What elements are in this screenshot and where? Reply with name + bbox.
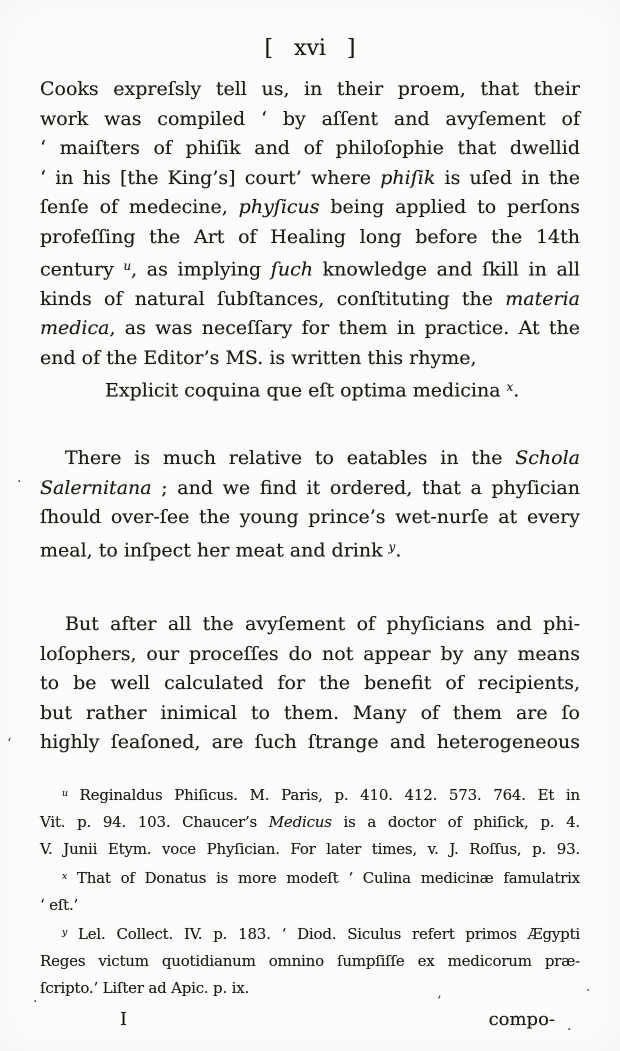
catchword: compo-: [488, 1009, 555, 1031]
text-run: V. Junii Etym. voce Phyſician. For later times, v. J. Roſſus, p. 93.: [40, 840, 580, 859]
scan-speck: .: [567, 1018, 572, 1034]
text-line: [40, 669, 580, 699]
footnote-marker: y: [62, 927, 68, 939]
text-run: Reges victum quotidianum omnino ſumpſiſſe ex medicorum præ-: [40, 952, 580, 971]
paragraph: [40, 444, 580, 565]
text-run: .: [513, 379, 520, 402]
text-line: [40, 836, 580, 863]
scan-speck: .: [33, 990, 38, 1006]
text-line: [40, 164, 580, 194]
text-run: ſenſe of medecine,: [40, 196, 239, 218]
text-line: [40, 699, 580, 729]
paragraph: [40, 610, 580, 758]
text-line: [40, 193, 580, 223]
text-run: medica: [40, 317, 110, 340]
footnote-marker: y: [388, 539, 396, 554]
text-line: [40, 948, 580, 975]
text-run: profeſſing the Art of Healing long before the 14th: [40, 225, 580, 248]
text-run: ſhould over-ſee the young prince’s wet-nurſe at every: [40, 506, 580, 529]
text-run: Explicit coquina que eſt optima medicina: [105, 379, 507, 402]
footnote-marker: u: [62, 787, 68, 799]
text-run: knowledge and ſkill in all: [312, 258, 581, 281]
text-line: [40, 809, 580, 836]
text-run: That of Donatus is more modeſt ‘ Culina medicinæ famulatrix: [67, 869, 580, 888]
text-run: Vit. p. 94. 103. Chaucer’s: [40, 813, 269, 832]
footnote-marker: u: [123, 259, 132, 273]
text-run: being applied to perſons: [319, 196, 580, 218]
text-line: [40, 919, 580, 948]
text-run: There is much relative to eatables in the: [65, 447, 516, 470]
text-line: [40, 863, 580, 892]
text-line: [40, 252, 580, 285]
text-run: highly ſeaſoned, are ſuch ſtrange and heterogeneous: [40, 731, 580, 754]
text-line: [40, 344, 580, 374]
text-line: [40, 223, 580, 253]
text-run: ſuch: [270, 258, 313, 281]
text-run: work was compiled ‘ by aſſent and avyſement of: [40, 107, 580, 130]
text-run: end of the Editor’s MS. is written this rhyme,: [40, 346, 477, 369]
text-line: [40, 314, 580, 344]
text-run: .: [395, 538, 402, 561]
text-block: [40, 30, 580, 1030]
text-run: Schola: [515, 447, 580, 470]
paragraph: [40, 75, 580, 406]
text-line: [40, 373, 580, 406]
text-line: [40, 640, 580, 670]
text-run: phyſicus: [238, 196, 320, 218]
text-line: [40, 105, 580, 135]
text-run: kinds of natural ſubſtances, conſtituting the: [40, 287, 506, 310]
text-line: [40, 780, 580, 809]
text-run: loſophers, our proceſſes do not appear by any means: [40, 642, 580, 665]
page-number: [ xvi ]: [264, 36, 356, 61]
text-run: century: [40, 258, 124, 281]
text-line: [40, 474, 580, 504]
text-line: [40, 728, 580, 758]
text-run: is uſed in the: [435, 166, 580, 189]
text-run: Cooks expreſsly tell us, in their proem, that their: [40, 78, 580, 100]
footnote-marker: x: [506, 380, 514, 395]
signature-mark: I: [120, 1009, 128, 1031]
text-line: [40, 285, 580, 315]
scan-speck: ’: [437, 994, 442, 1010]
text-line: [40, 975, 580, 1002]
footer-line: [40, 1009, 580, 1030]
text-run: phiſik: [380, 166, 436, 189]
text-run: to be well calculated for the benefit of recipients,: [40, 672, 580, 695]
text-run: ‘ eſt.’: [40, 896, 79, 915]
text-run: But after all the avyſement of phyſicians and phi-: [65, 613, 580, 636]
body-text: [40, 75, 580, 758]
text-run: ‘ maiſters of phiſik and of philoſophie that dwellid: [40, 137, 580, 159]
scan-speck: ‘: [7, 736, 12, 752]
text-run: , as implying: [131, 258, 271, 281]
text-run: Medicus: [268, 813, 332, 832]
text-run: materia: [505, 287, 580, 310]
text-run: Salernitana: [40, 476, 152, 499]
scan-speck: ·: [586, 983, 591, 999]
footnotes: [40, 780, 580, 1003]
text-line: [40, 892, 580, 919]
text-run: ‘ in his [the King’s] court’ where: [40, 166, 381, 189]
scan-speck: .: [17, 470, 22, 486]
text-run: ſcripto.’ Liſter ad Apic. p. ix.: [40, 979, 250, 998]
footnote-marker: x: [62, 871, 68, 883]
text-run: but rather inimical to them. Many of them are ſo: [40, 701, 580, 724]
text-run: , as was neceſſary for them in practice. At the: [109, 317, 580, 340]
text-line: [40, 503, 580, 533]
text-run: Lel. Collect. IV. p. 183. ‘ Diod. Siculus refert primos Ægypti: [67, 925, 580, 944]
text-run: Reginaldus Phiſicus. M. Paris, p. 410. 412. 573. 764. Et in: [67, 786, 580, 805]
text-run: meal, to inſpect her meat and drink: [40, 538, 389, 561]
text-line: [40, 134, 580, 164]
text-line: [40, 610, 580, 640]
text-line: [40, 533, 580, 566]
text-line: [40, 444, 580, 474]
text-run: ; and we find it ordered, that a phyſician: [151, 476, 580, 499]
text-line: [40, 75, 580, 105]
text-run: is a doctor of phiſick, p. 4.: [331, 813, 580, 832]
